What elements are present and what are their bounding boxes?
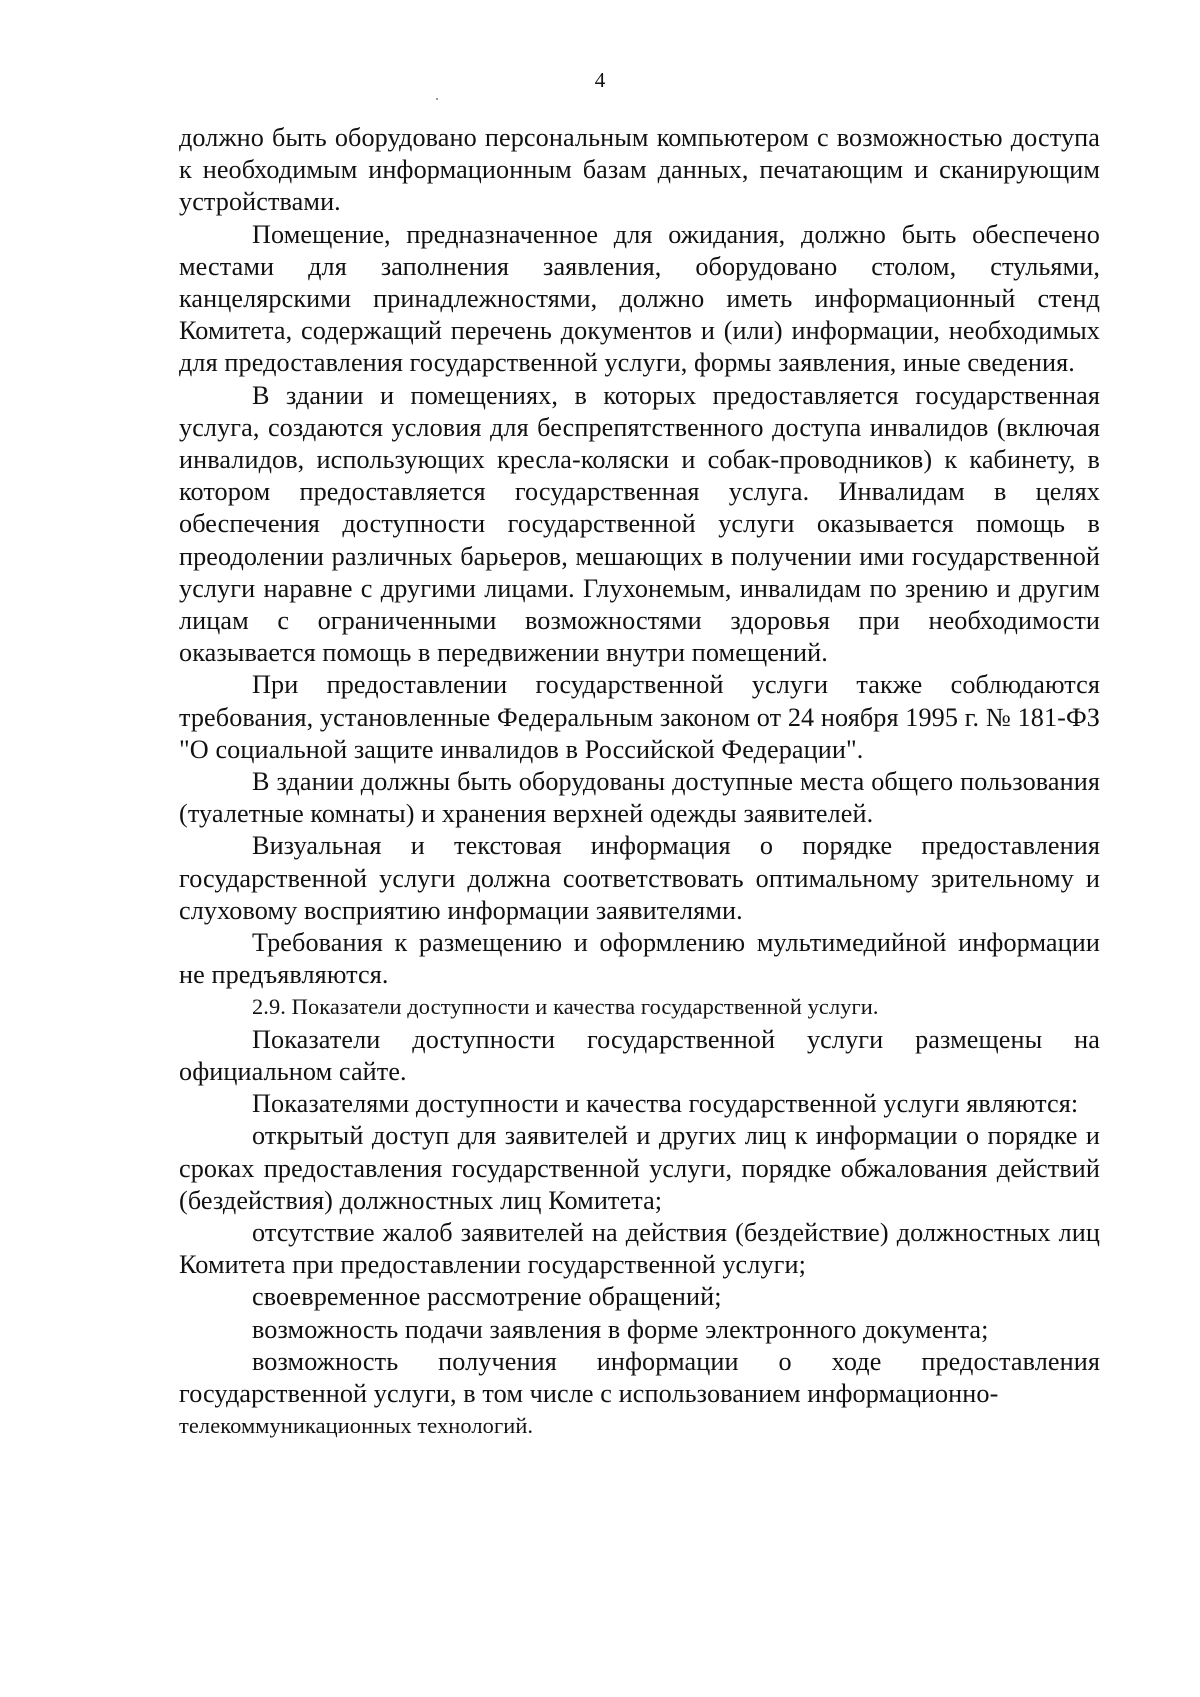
- paragraph: Показатели доступности государственной услуги размещены на официальном сайте.: [179, 1024, 1100, 1086]
- list-item: своевременное рассмотрение обращений;: [252, 1282, 722, 1312]
- paragraph: Визуальная и текстовая информация о порядке предоставления государственной услуги должна соответствовать оптимальному зрительному и слуховому восприятию информации заявителями.: [179, 831, 1100, 925]
- list-item: открытый доступ для заявителей и других лиц к информации о порядке и сроках предоставления государственной услуги, порядке обжалования действий (бездействия) должностных лиц Комитета;: [179, 1121, 1100, 1215]
- section-heading: 2.9. Показатели доступности и качества государственной услуги.: [252, 994, 879, 1020]
- paragraph: Требования к размещению и оформлению мультимедийной информации не предъявляются.: [179, 928, 1100, 990]
- list-item: отсутствие жалоб заявителей на действия (бездействие) должностных лиц Комитета при предоставлении государственной услуги;: [179, 1217, 1100, 1280]
- paragraph: При предоставлении государственной услуги также соблюдаются требования, установленные Федеральным законом от 24 ноября 1995 г. № 181-ФЗ "О социальной защите инвалидов в Российской Федерации".: [179, 670, 1100, 764]
- paragraph: В здании должны быть оборудованы доступные места общего пользования (туалетные комнаты) и хранения верхней одежды заявителей.: [179, 767, 1100, 829]
- paragraph: Помещение, предназначенное для ожидания, должно быть обеспечено местами для заполнения заявления, оборудовано столом, стульями, канцелярскими принадлежностями, должно иметь информационный стенд Комитета, содержащий перечень документов и (или) информации, необходимых для предоставления государственной услуги, формы заявления, иные сведения.: [179, 219, 1100, 378]
- paragraph: В здании и помещениях, в которых предоставляется государственная услуга, создаются условия для беспрепятственного доступа инвалидов (включая инвалидов, использующих кресла-коляски и собак-проводников) к кабинету, в котором предоставляется государственная услуга. Инвалидам в целях обеспечения доступности государственной услуги оказывается помощь в преодолении различных барьеров, мешающих в получении ими государственной услуги наравне с другими лицами. Глухонемым, инвалидам по зрению и другим лицам с ограниченными возможностями здоровья при необходимости оказывается помощь в передвижении внутри помещений.: [179, 380, 1100, 668]
- list-item-continuation: телекоммуникационных технологий.: [179, 1413, 534, 1439]
- paragraph: должно быть оборудовано персональным компьютером с возможностью доступа к необходимым информационным базам данных, печатающим и сканирующим устройствами.: [179, 123, 1100, 217]
- page-number: 4: [594, 68, 606, 92]
- document-body: [179, 122, 1100, 1442]
- paragraph: Показателями доступности и качества государственной услуги являются:: [252, 1089, 1079, 1119]
- list-item: возможность подачи заявления в форме электронного документа;: [252, 1314, 989, 1344]
- scan-speck: [436, 98, 438, 100]
- list-item: возможность получения информации о ходе предоставления государственной услуги, в том числе с использованием информационно-: [179, 1346, 1100, 1408]
